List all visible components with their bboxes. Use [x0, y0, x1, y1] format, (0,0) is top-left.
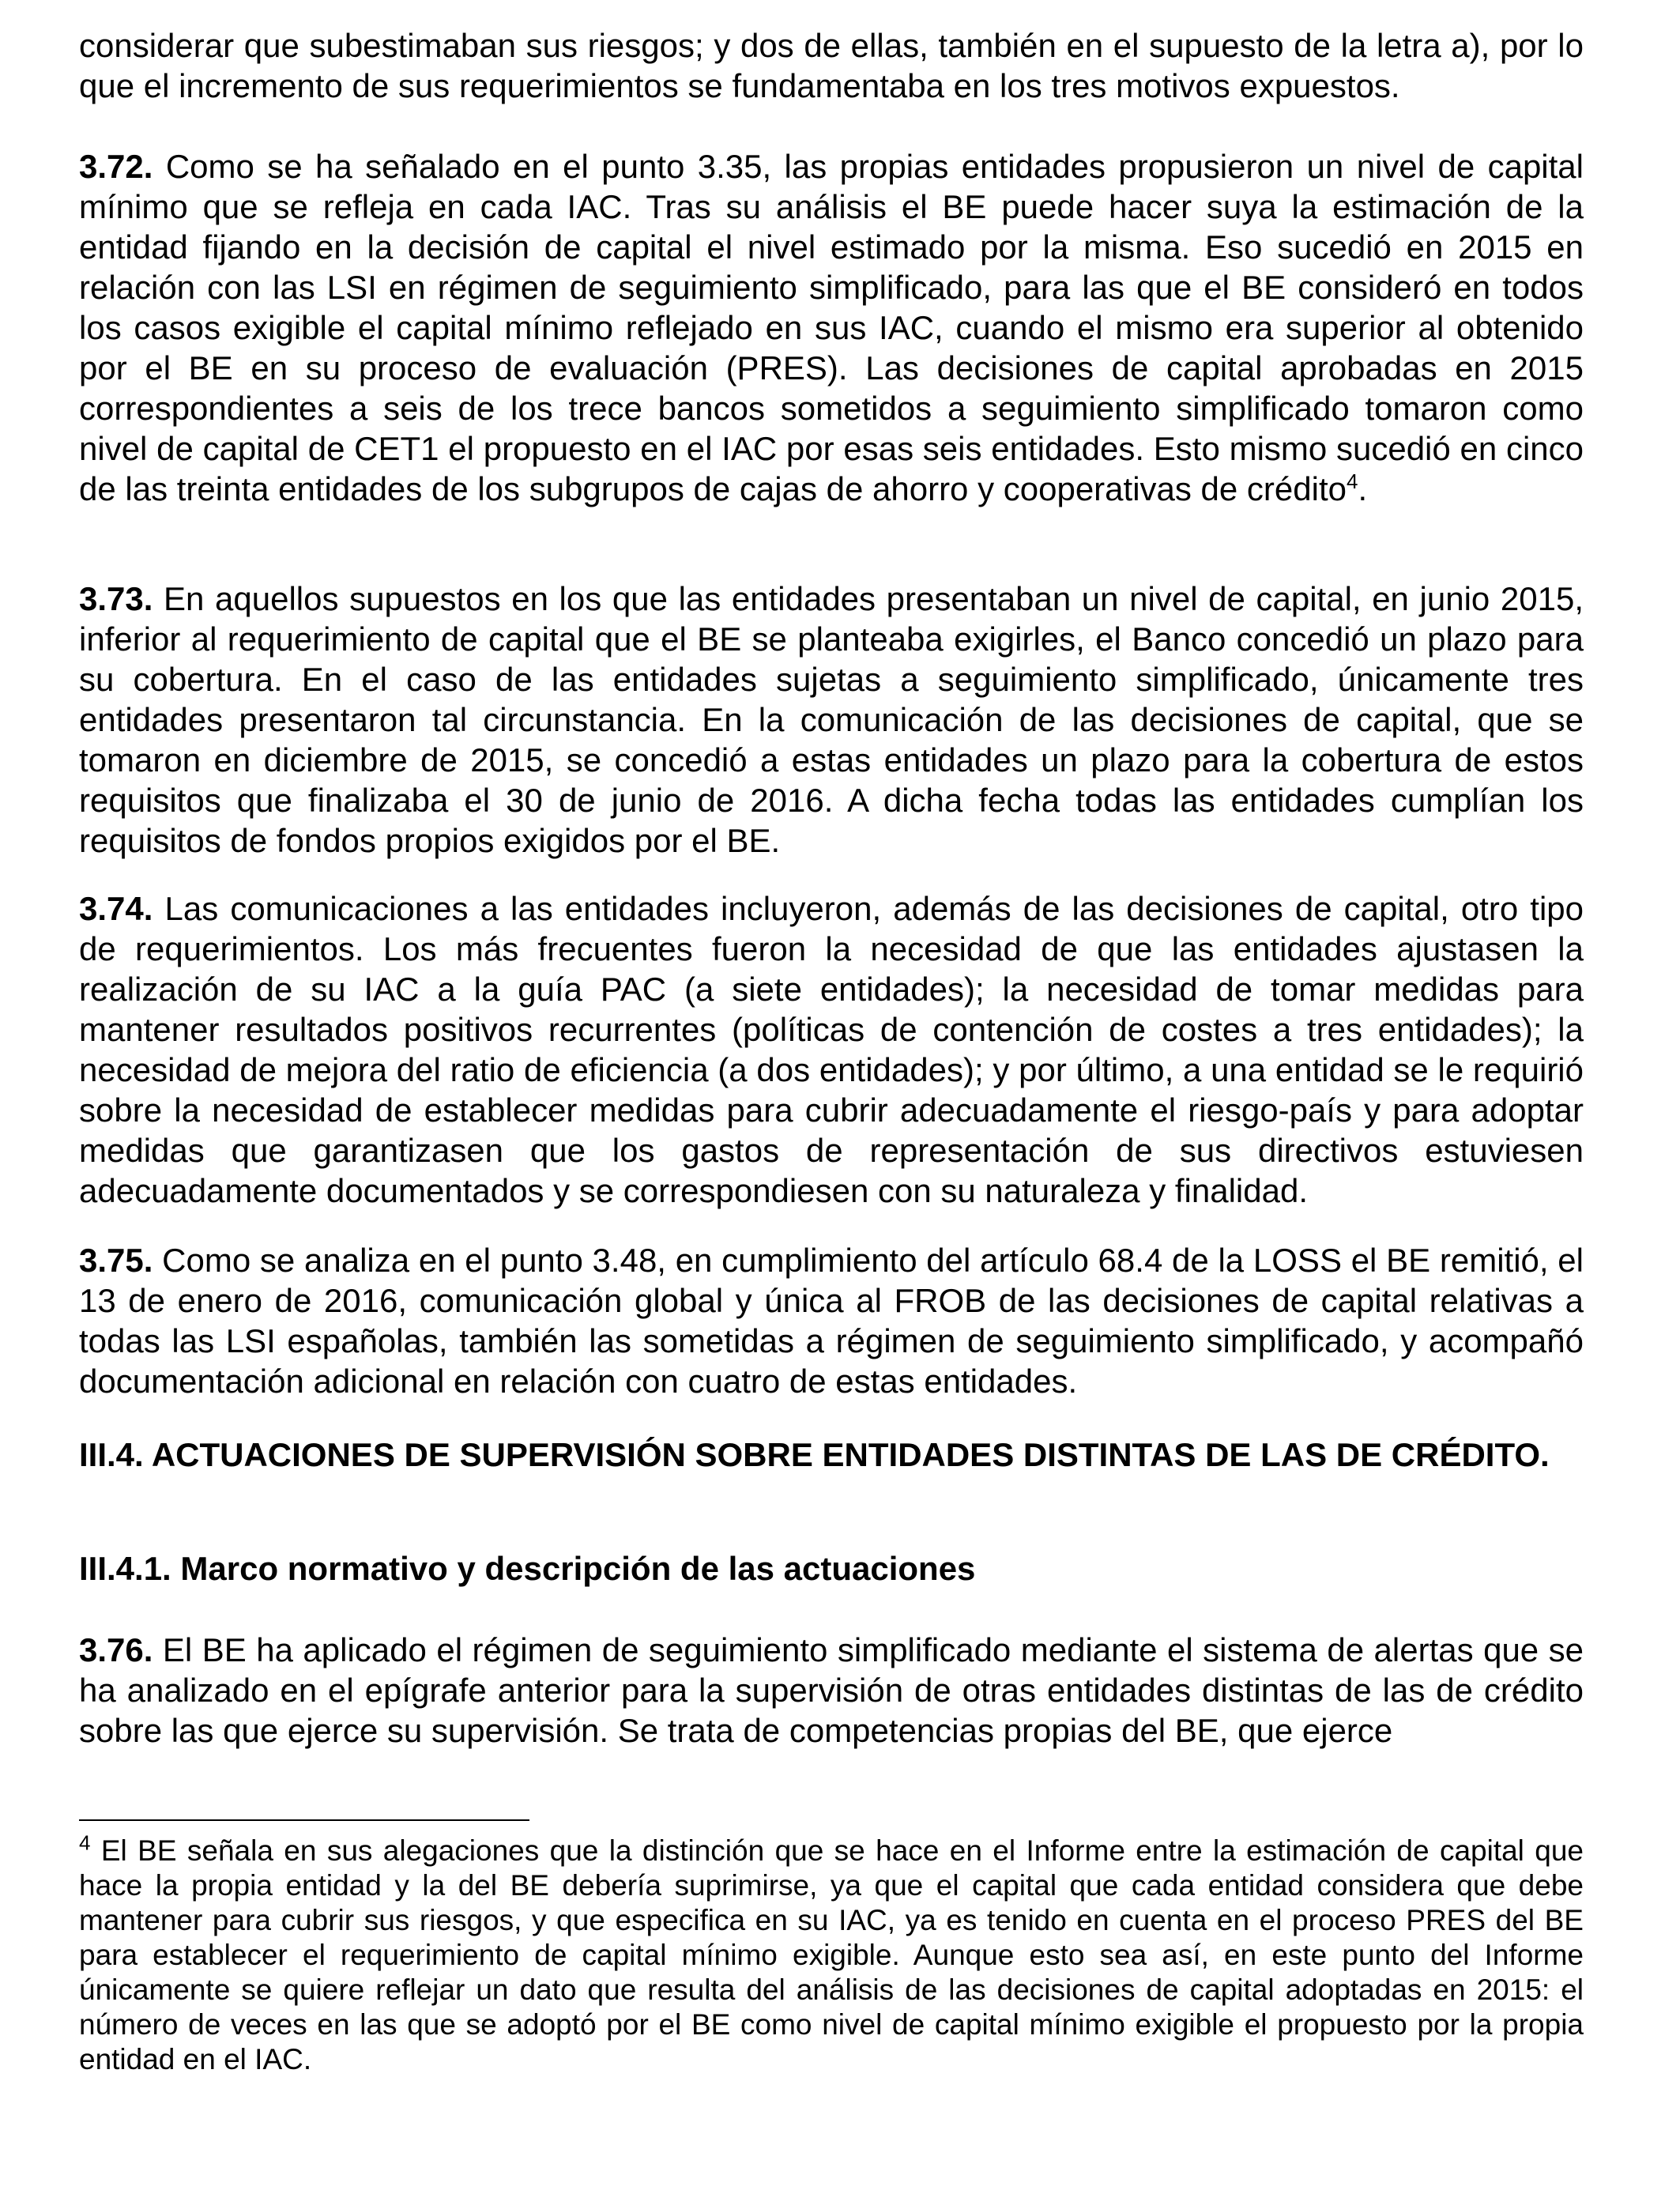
paragraph-number: 3.75. — [79, 1242, 153, 1279]
section-title: ACTUACIONES DE SUPERVISIÓN SOBRE ENTIDADES DISTINTAS DE LAS DE CRÉDITO. — [151, 1436, 1550, 1473]
subsection-title: Marco normativo y descripción de las actuaciones — [180, 1550, 976, 1587]
paragraph-3-76 — [79, 1630, 1584, 1751]
paragraph-3-72 — [79, 146, 1584, 509]
paragraph-text: El BE ha aplicado el régimen de seguimiento simplificado mediante el sistema de alertas que se ha analizado en el epígrafe anterior para la supervisión de otras entidades distintas de las de crédito sobre las que ejerce su supervisión. Se trata de competencias propias del BE, que ejerce — [79, 1631, 1584, 1749]
footnote-marker: 4 — [79, 1830, 91, 1855]
paragraph-3-73 — [79, 579, 1584, 861]
paragraph-text: Las comunicaciones a las entidades incluyeron, además de las decisiones de capital, otro tipo de requerimientos. Los más frecuentes fueron la necesidad de que las entidades ajustasen la realización de su IAC a la guía PAC (a siete entidades); la necesidad de tomar medidas para mantener resultados positivos recurrentes (políticas de contención de costes a tres entidades); la necesidad de mejora del ratio de eficiencia (a dos entidades); y por último, a una entidad se le requirió sobre la necesidad de establecer medidas para cubrir adecuadamente el riesgo-país y para adoptar medidas que garantizasen que los gastos de representación de sus directivos estuviesen adecuadamente documentados y se correspondiesen con su naturaleza y finalidad. — [79, 890, 1584, 1209]
footnote-4 — [79, 1830, 1584, 2077]
paragraph-text: considerar que subestimaban sus riesgos; y dos de ellas, también en el supuesto de la letra a), por lo que el incremento de sus requerimientos se fundamentaba en los tres motivos expuestos. — [79, 27, 1584, 104]
subsection-heading — [79, 1548, 1584, 1589]
footnote-text: El BE señala en sus alegaciones que la distinción que se hace en el Informe entre la estimación de capital que hace la propia entidad y la del BE debería suprimirse, ya que el capital que cada entidad considera que debe mantener para cubrir sus riesgos, y que especifica en su IAC, ya es tenido en cuenta en el proceso PRES del BE para establecer el requerimiento de capital mínimo exigible. Aunque esto sea así, en este punto del Informe únicamente se quiere reflejar un dato que resulta del análisis de las decisiones de capital adoptadas en 2015: el número de veces en las que se adoptó por el BE como nivel de capital mínimo exigible el propuesto por la propia entidad en el IAC. — [79, 1834, 1584, 2075]
section-heading — [79, 1434, 1584, 1475]
paragraph-text: En aquellos supuestos en los que las entidades presentaban un nivel de capital, en junio 2015, inferior al requerimiento de capital que el BE se planteaba exigirles, el Banco concedió un plazo para su cobertura. En el caso de las entidades sujetas a seguimiento simplificado, únicamente tres entidades presentaron tal circunstancia. En la comunicación de las decisiones de capital, que se tomaron en diciembre de 2015, se concedió a estas entidades un plazo para la cobertura de estos requisitos que finalizaba el 30 de junio de 2016. A dicha fecha todas las entidades cumplían los requisitos de fondos propios exigidos por el BE. — [79, 580, 1584, 859]
paragraph-continuation — [79, 25, 1584, 106]
section-number: III.4. — [79, 1436, 144, 1473]
footnote-separator — [79, 1819, 529, 1821]
paragraph-text: Como se ha señalado en el punto 3.35, las propias entidades propusieron un nivel de capital mínimo que se refleja en cada IAC. Tras su análisis el BE puede hacer suya la estimación de la entidad fijando en la decisión de capital el nivel estimado por la misma. Eso sucedió en 2015 en relación con las LSI en régimen de seguimiento simplificado, para las que el BE consideró en todos los casos exigible el capital mínimo reflejado en sus IAC, cuando el mismo era superior al obtenido por el BE en su proceso de evaluación (PRES). Las decisiones de capital aprobadas en 2015 correspondientes a seis de los trece bancos sometidos a seguimiento simplificado tomaron como nivel de capital de CET1 el propuesto en el IAC por esas seis entidades. Esto mismo sucedió en cinco de las treinta entidades de los subgrupos de cajas de ahorro y cooperativas de crédito — [79, 148, 1584, 507]
paragraph-number: 3.74. — [79, 890, 153, 927]
paragraph-number: 3.76. — [79, 1631, 153, 1668]
paragraph-number: 3.72. — [79, 148, 153, 185]
paragraph-number: 3.73. — [79, 580, 153, 617]
paragraph-text: Como se analiza en el punto 3.48, en cumplimiento del artículo 68.4 de la LOSS el BE remitió, el 13 de enero de 2016, comunicación global y única al FROB de las decisiones de capital relativas a todas las LSI españolas, también las sometidas a régimen de seguimiento simplificado, y acompañó documentación adicional en relación con cuatro de estas entidades. — [79, 1242, 1584, 1400]
footnote-reference[interactable]: 4 — [1347, 469, 1358, 493]
paragraph-3-75 — [79, 1240, 1584, 1401]
paragraph-3-74 — [79, 888, 1584, 1211]
paragraph-end: . — [1358, 470, 1368, 507]
subsection-number: III.4.1. — [79, 1550, 171, 1587]
